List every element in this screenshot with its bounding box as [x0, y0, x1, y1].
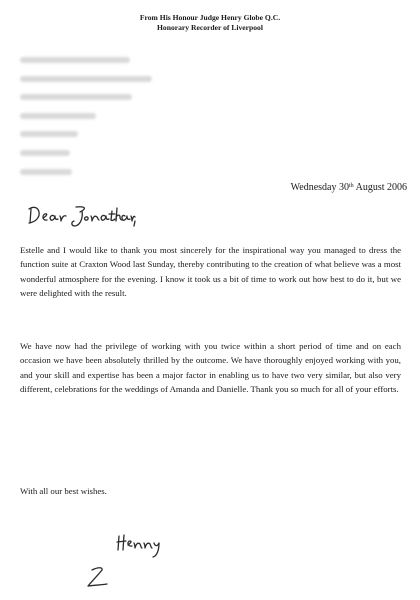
handwritten-salutation — [26, 202, 136, 232]
date-month-year: August 2006 — [353, 182, 407, 193]
address-line-redacted — [20, 169, 72, 175]
address-line-redacted — [20, 150, 70, 156]
closing-line: With all our best wishes. — [20, 486, 107, 496]
recipient-address-redacted — [20, 57, 160, 187]
letterhead — [0, 13, 420, 32]
letterhead-title: Honorary Recorder of Liverpool — [157, 22, 263, 32]
body-paragraph: We have now had the privilege of working with you twice within a short period of time and on each occasion we have been absolutely thrilled by the outcome. We have thoroughly enjoyed working with you, and your skill and expertise has been a major factor in enabling us to have two very similar, but also very different, celebrations for the weddings of Amanda and Danielle. Thank you so much for all of your efforts. — [20, 341, 401, 394]
handwritten-signature — [85, 530, 165, 592]
address-line-redacted — [20, 113, 96, 119]
address-line-redacted — [20, 57, 130, 63]
letterhead-sender: From His Honour Judge Henry Globe Q.C. — [139, 13, 281, 22]
address-line-redacted — [20, 94, 132, 100]
date-day: Wednesday 30 — [290, 182, 349, 193]
letter-date — [291, 182, 407, 193]
body-paragraph: Estelle and I would like to thank you most sincerely for the inspirational way you managed to dress the function suite at Craxton Wood last Sunday, thereby contributing to the creation of what believe was a most wonderful atmosphere for the evening. I know it took us a bit of time to work out how best to do it, but we were delighted with the result. — [20, 245, 401, 298]
address-line-redacted — [20, 76, 152, 82]
address-line-redacted — [20, 131, 78, 137]
date-ordinal-suffix: th — [348, 183, 354, 189]
